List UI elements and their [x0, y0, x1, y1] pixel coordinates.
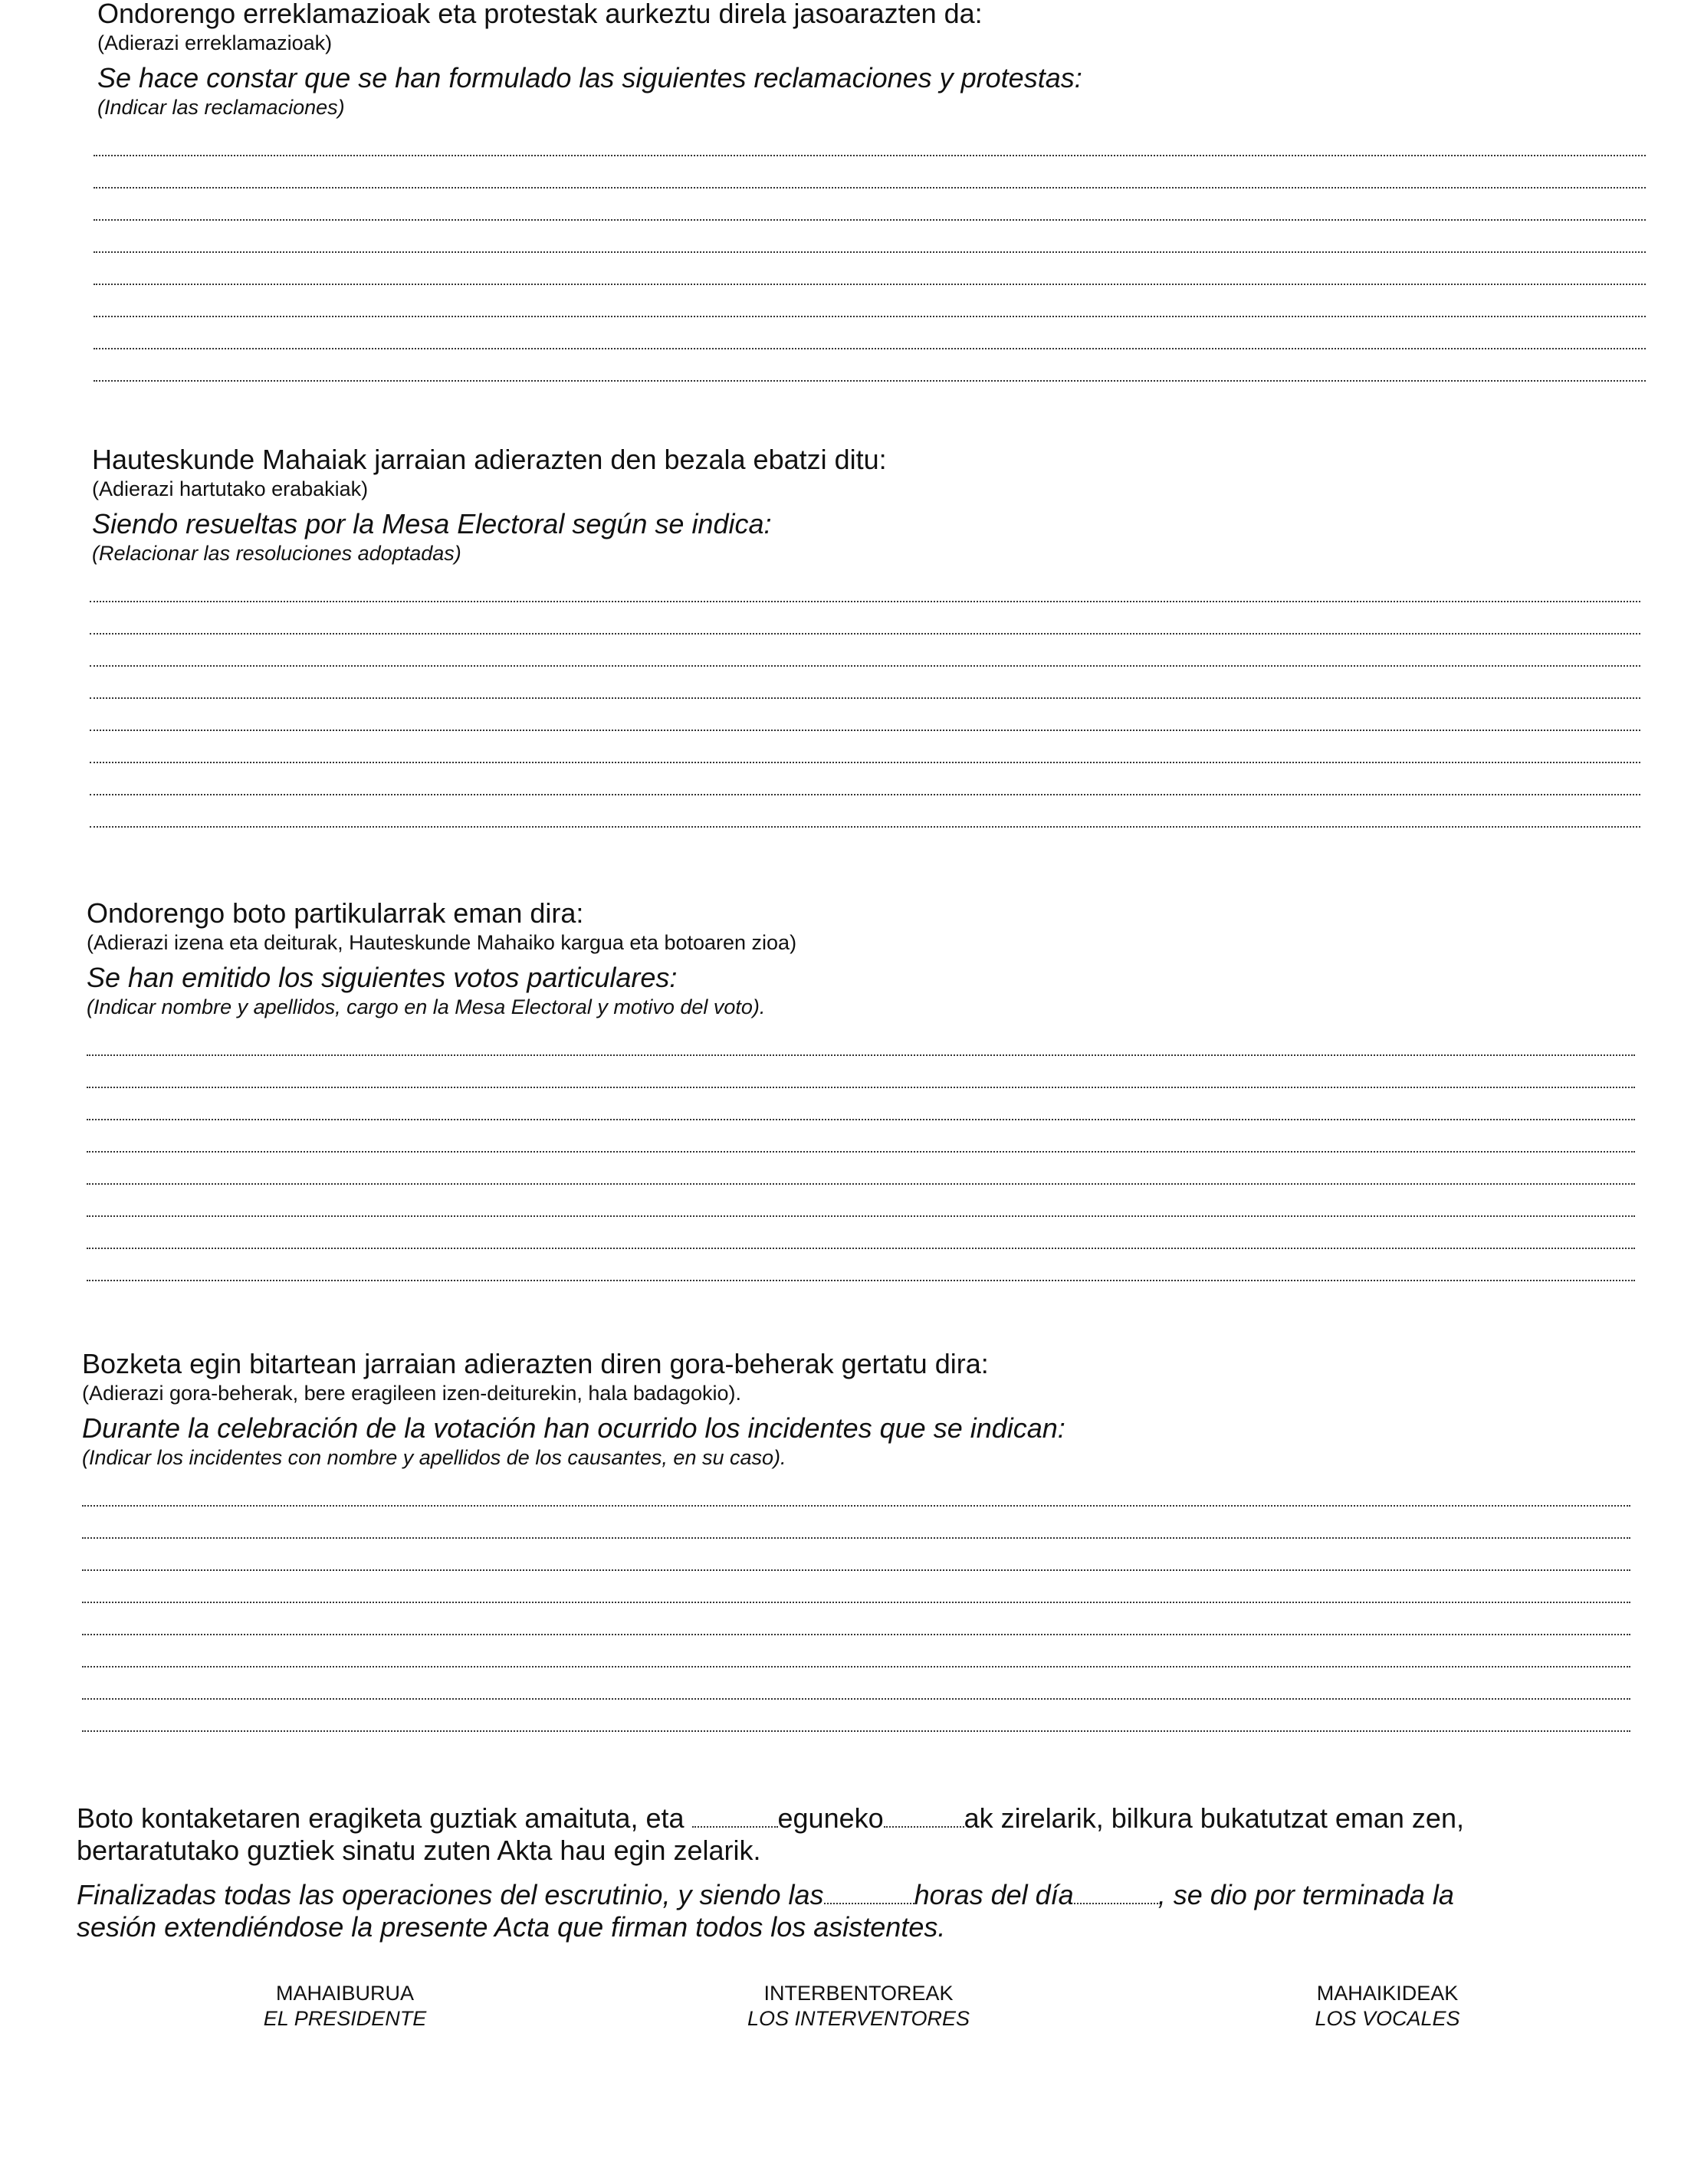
closing-paragraph-eu [77, 1802, 1633, 1867]
fill-line[interactable] [94, 124, 1646, 156]
blank-field-hour[interactable] [884, 1803, 964, 1828]
signature-vocales [1272, 1981, 1502, 2032]
closing-line-es [77, 1879, 1633, 1911]
fill-line[interactable] [90, 570, 1640, 602]
section-subheading-es: (Indicar las reclamaciones) [97, 96, 345, 119]
signature-label-es: LOS INTERVENTORES [747, 2007, 970, 2030]
fill-line[interactable] [82, 1474, 1630, 1507]
fill-line[interactable] [90, 795, 1640, 828]
section-subheading-eu: (Adierazi gora-beherak, bere eragileen izen-deiturekin, hala badagokio). [82, 1382, 742, 1405]
section-incidentes [82, 1347, 1630, 1732]
section-heading-eu: Ondorengo erreklamazioak eta protestak aurkeztu direla jasoarazten da: [97, 0, 983, 29]
signature-president [230, 1981, 460, 2032]
closing-text-es-2: horas del día [914, 1879, 1074, 1910]
fill-line[interactable] [82, 1507, 1630, 1539]
section-votos-particulares [87, 897, 1635, 1281]
fill-line[interactable] [90, 602, 1640, 635]
fill-line[interactable] [82, 1603, 1630, 1635]
section-subheading-es: (Indicar nombre y apellidos, cargo en la Mesa Electoral y motivo del voto). [87, 995, 766, 1018]
fill-line[interactable] [82, 1539, 1630, 1571]
signature-label-eu: INTERBENTOREAK [763, 1982, 954, 2005]
fill-line[interactable] [94, 221, 1646, 253]
fill-line[interactable] [90, 763, 1640, 795]
fill-lines [87, 1024, 1635, 1281]
fill-line[interactable] [90, 699, 1640, 731]
fill-line[interactable] [87, 1249, 1635, 1281]
fill-line[interactable] [82, 1635, 1630, 1668]
section-heading-es: Durante la celebración de la votación han ocurrido los incidentes que se indican: [82, 1412, 1065, 1444]
closing-paragraph-es [77, 1879, 1633, 1943]
section-subheading-es: (Relacionar las resoluciones adoptadas) [92, 542, 461, 565]
section-heading-eu: Hauteskunde Mahaiak jarraian adierazten den bezala ebatzi ditu: [92, 444, 887, 475]
fill-line[interactable] [82, 1571, 1630, 1603]
closing-text-eu-2: eguneko [777, 1802, 884, 1834]
signature-label-eu: MAHAIBURUA [275, 1982, 415, 2005]
blank-field-dia[interactable] [1074, 1880, 1158, 1904]
fill-lines [94, 124, 1646, 382]
fill-line[interactable] [87, 1024, 1635, 1056]
section-heading-es: Siendo resueltas por la Mesa Electoral según se indica: [92, 508, 772, 539]
fill-lines [82, 1474, 1630, 1732]
fill-line[interactable] [82, 1700, 1630, 1732]
fill-line[interactable] [87, 1153, 1635, 1185]
signature-label-es: EL PRESIDENTE [263, 2007, 427, 2030]
section-subheading-eu: (Adierazi hartutako erabakiak) [92, 477, 369, 500]
fill-line[interactable] [82, 1668, 1630, 1700]
section-subheading-eu: (Adierazi erreklamazioak) [97, 31, 333, 54]
blank-field-day[interactable] [692, 1803, 778, 1828]
closing-line-eu-2: bertaratutako guztiek sinatu zuten Akta hau egin zelarik. [77, 1835, 761, 1866]
section-heading-es: Se hace constar que se han formulado las siguientes reclamaciones y protestas: [97, 62, 1082, 93]
signature-label-es: LOS VOCALES [1315, 2007, 1460, 2030]
fill-line[interactable] [87, 1185, 1635, 1217]
section-resoluciones [92, 443, 1640, 828]
fill-line[interactable] [94, 189, 1646, 221]
closing-line-eu [77, 1802, 1633, 1835]
fill-lines [90, 570, 1640, 828]
section-heading-eu: Ondorengo boto partikularrak eman dira: [87, 897, 584, 929]
fill-line[interactable] [87, 1120, 1635, 1153]
fill-line[interactable] [87, 1088, 1635, 1120]
fill-line[interactable] [94, 285, 1646, 317]
closing-text-es-3: , se dio por terminada la [1157, 1879, 1454, 1910]
fill-line[interactable] [94, 156, 1646, 189]
fill-line[interactable] [94, 253, 1646, 285]
signature-interventores [721, 1981, 996, 2032]
section-reclamaciones [97, 0, 1646, 382]
fill-line[interactable] [90, 731, 1640, 763]
fill-line[interactable] [87, 1056, 1635, 1088]
fill-line[interactable] [94, 317, 1646, 349]
fill-line[interactable] [90, 667, 1640, 699]
closing-text-es-1: Finalizadas todas las operaciones del escrutinio, y siendo las [77, 1879, 824, 1910]
section-heading-eu: Bozketa egin bitartean jarraian adierazten diren gora-beherak gertatu dira: [82, 1348, 989, 1379]
fill-line[interactable] [87, 1217, 1635, 1249]
closing-line-es-2: sesión extendiéndose la presente Acta que firman todos los asistentes. [77, 1911, 946, 1943]
closing-text-eu-1: Boto kontaketaren eragiketa guztiak amaituta, eta [77, 1802, 685, 1834]
section-subheading-eu: (Adierazi izena eta deiturak, Hauteskunde Mahaiko kargua eta botoaren zioa) [87, 931, 797, 954]
section-heading-es: Se han emitido los siguientes votos particulares: [87, 962, 678, 993]
closing-text-eu-3: ak zirelarik, bilkura bukatutzat eman zen, [964, 1802, 1464, 1834]
signature-label-eu: MAHAIKIDEAK [1316, 1982, 1459, 2005]
fill-line[interactable] [90, 635, 1640, 667]
fill-line[interactable] [94, 349, 1646, 382]
section-subheading-es: (Indicar los incidentes con nombre y apellidos de los causantes, en su caso). [82, 1446, 786, 1469]
blank-field-hora[interactable] [824, 1880, 914, 1904]
